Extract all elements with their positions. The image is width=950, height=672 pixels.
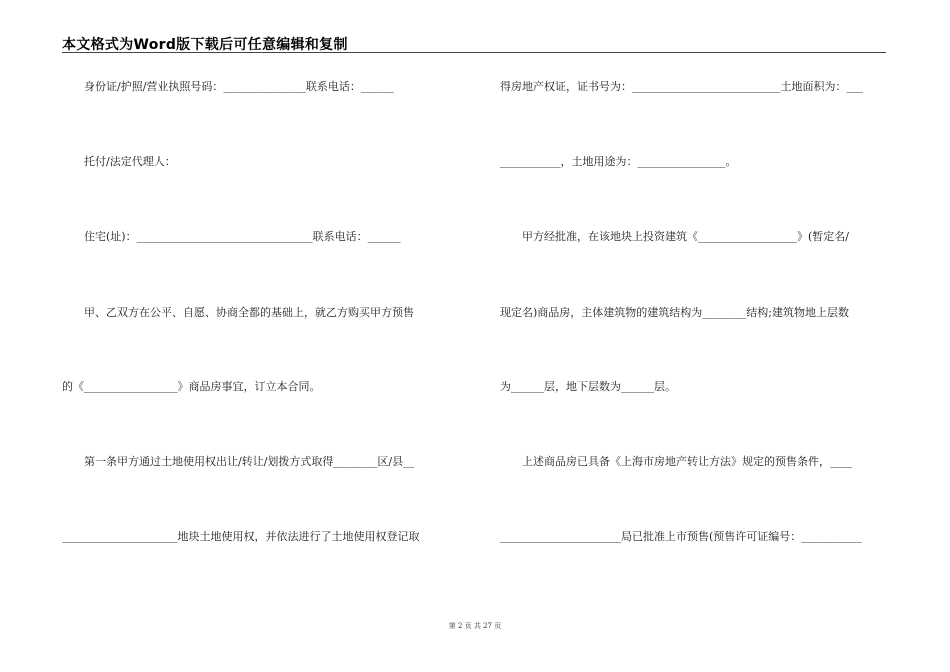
page-number: 第 2 页 共 27 页 (448, 622, 502, 630)
text-line: 托付/法定代理人： (62, 155, 176, 168)
text-line: 为______层，地下层数为______层。 (500, 380, 676, 393)
header-title: 本文格式为Word版下载后可任意编辑和复制 (62, 37, 348, 53)
text-line: ______________________局已批准上市预售(预售许可证编号：___________ (500, 530, 862, 543)
text-line: 甲方经批准，在该地块上投资建筑《__________________》(暂定名/ (500, 230, 849, 243)
text-line: 住宅(址)：________________________________联系电话：______ (62, 230, 401, 243)
text-line: 得房地产权证，证书号为：___________________________土地面积为：___ (500, 80, 863, 93)
text-line: 现定名)商品房，主体建筑物的建筑结构为________结构;建筑物地上层数 (500, 306, 849, 319)
text-line: 甲、乙双方在公平、自愿、协商全都的基础上，就乙方购买甲方预售 (62, 306, 414, 319)
text-line: 身份证/护照/营业执照号码：_______________联系电话：______ (62, 80, 394, 93)
text-line: 上述商品房已具备《上海市房地产转让方法》规定的预售条件，____ (500, 455, 852, 468)
text-line: _____________________地块土地使用权，并依法进行了土地使用权登记取 (62, 530, 420, 543)
right-column (500, 0, 892, 672)
text-line: 的《_________________》商品房事宜，订立本合同。 (62, 380, 321, 393)
left-column (62, 0, 454, 672)
text-line: ___________，土地用途为：________________。 (500, 155, 737, 168)
text-line: 第一条甲方通过土地使用权出让/转让/划拨方式取得________区/县__ (62, 455, 415, 468)
